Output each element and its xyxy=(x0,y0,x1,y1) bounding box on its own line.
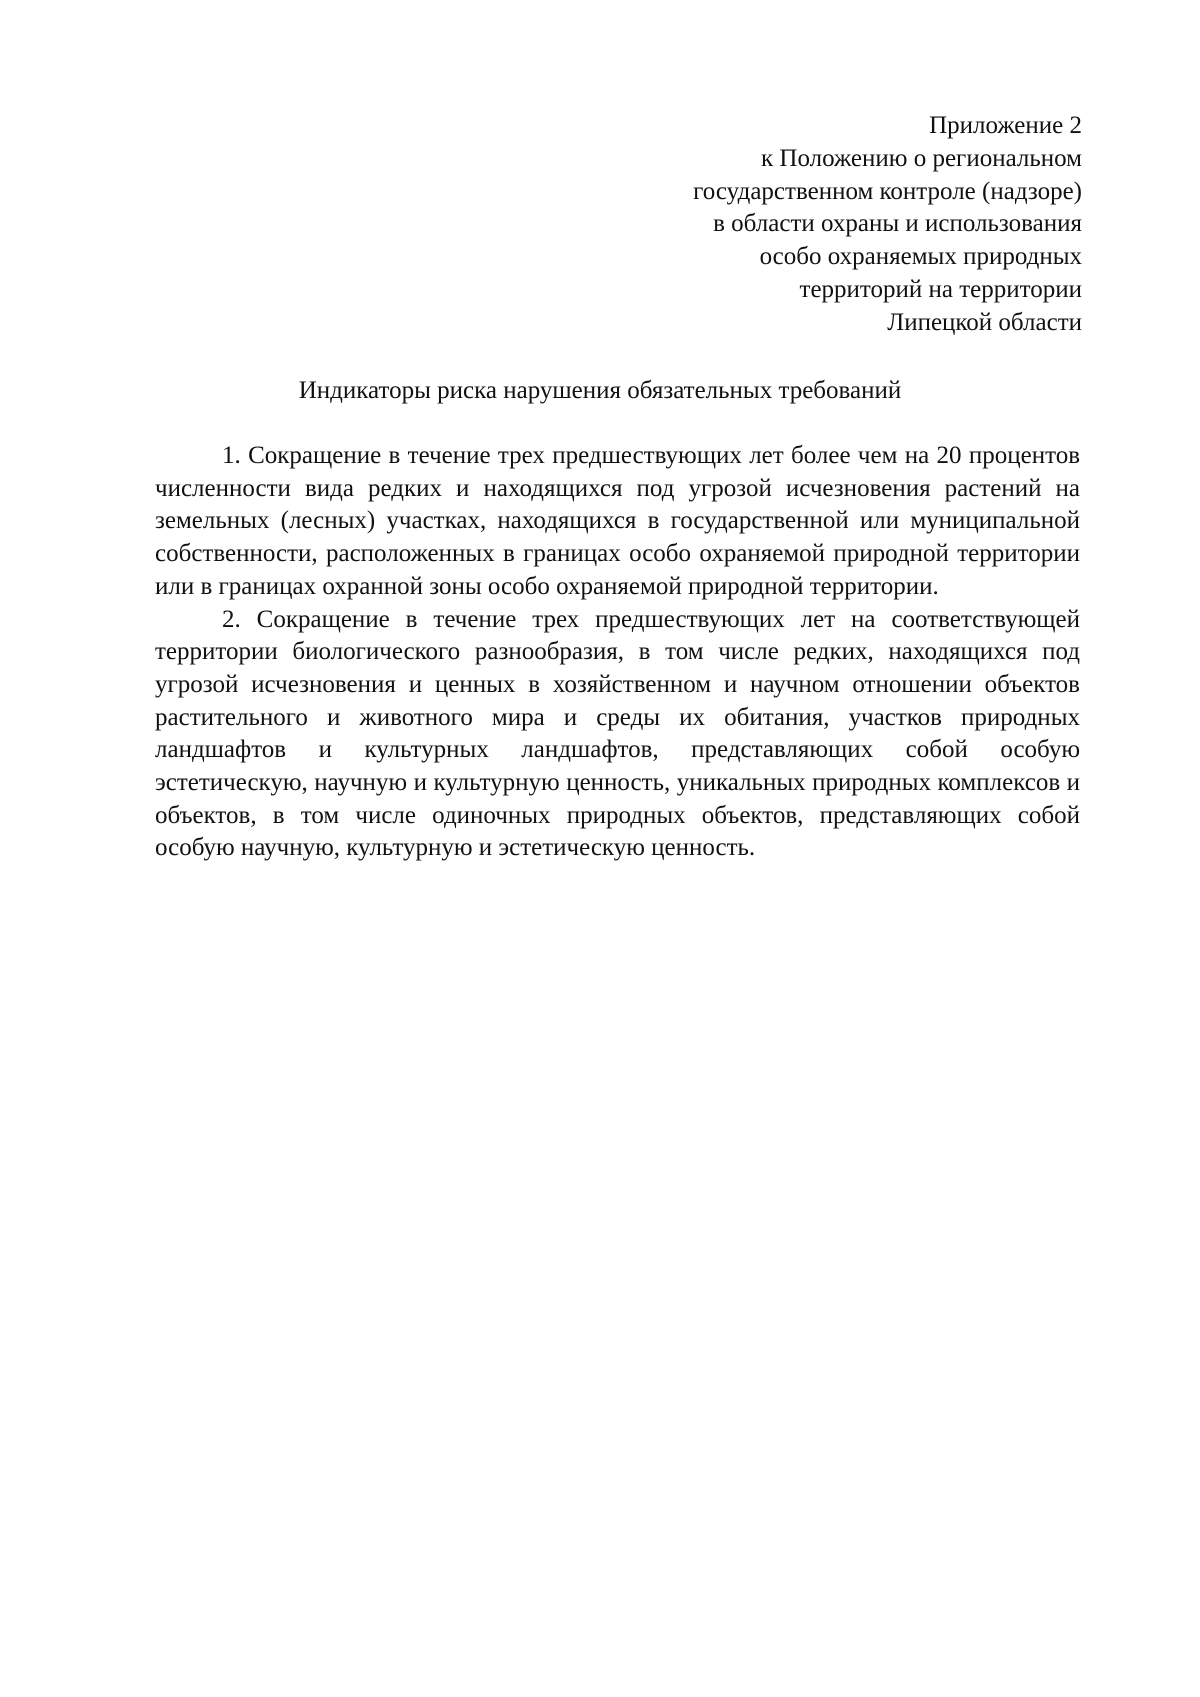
appendix-line: территорий на территории xyxy=(799,275,1082,303)
appendix-line: в области охраны и использования xyxy=(713,210,1082,238)
appendix-line: Липецкой области xyxy=(887,308,1082,336)
paragraph-2: 2. Сокращение в течение трех предшествующих лет на соответствующей территории биологического разнообразия, в том числе редких, находящихся под угрозой исчезновения и ценных в хозяйственном и научном отношении объектов растительного и животного мира и среды их обитания, участков природных ландшафтов и культурных ландшафтов, представляющих собой особую эстетическую, научную и культурную ценность, уникальных природных комплексов и объектов, в том числе одиночных природных объектов, представляющих собой особую научную, культурную и эстетическую ценность. xyxy=(155,605,1080,862)
appendix-line: Приложение 2 xyxy=(929,112,1082,139)
appendix-header xyxy=(482,110,1082,340)
appendix-line: к Положению о региональном xyxy=(761,144,1082,172)
appendix-line: особо охраняемых природных xyxy=(759,243,1082,271)
document-body xyxy=(155,440,1080,865)
document-title: Индикаторы риска нарушения обязательных требований xyxy=(298,377,902,404)
paragraph-1: 1. Сокращение в течение трех предшествующих лет более чем на 20 процентов численности вида редких и находящихся под угрозой исчезновения растений на земельных (лесных) участках, находящихся в государственной или муниципальной собственности, расположенных в границах особо охраняемой природной территории или в границах охранной зоны особо охраняемой природной территории. xyxy=(155,442,1080,600)
appendix-line: государственном контроле (надзоре) xyxy=(693,177,1082,205)
